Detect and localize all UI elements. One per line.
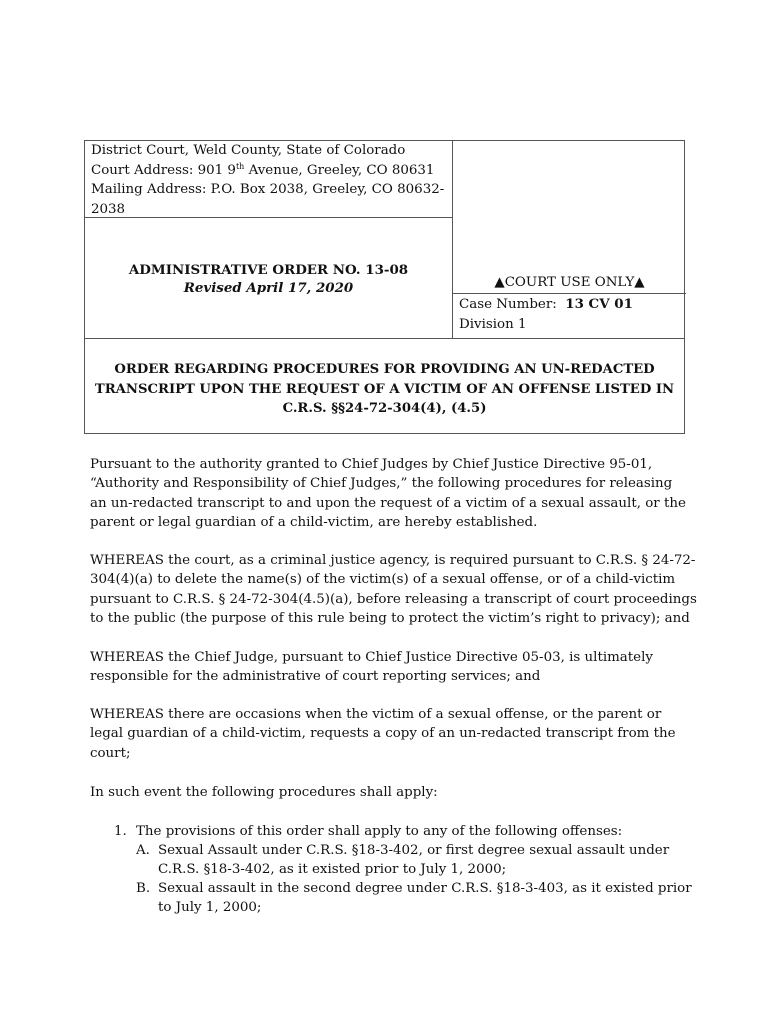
court-address: Court Address: 901 9th Avenue, Greeley, CO 80631	[91, 161, 435, 178]
list-item-1: The provisions of this order shall apply to any of the following offenses:	[136, 824, 623, 839]
revised-date: Revised April 17, 2020	[183, 280, 354, 296]
court-use-only: ▲COURT USE ONLY▲	[494, 275, 645, 290]
list-marker-a: A.	[136, 843, 150, 858]
court-info	[91, 141, 447, 219]
order-title: ORDER REGARDING PROCEDURES FOR PROVIDING AN UN-REDACTED TRANSCRIPT UPON THE REQUEST OF A VICTIM OF AN OFFENSE LISTED IN C.R.S. §§24-72-304(4), (4.5)	[94, 362, 675, 416]
court-name: District Court, Weld County, State of Colorado	[91, 143, 406, 158]
list-item-b: Sexual assault in the second degree under C.R.S. §18-3-403, as it existed prior to July 1, 2000;	[158, 881, 692, 916]
list-marker-b: B.	[136, 881, 151, 896]
mailing-address-cont: 2038	[91, 201, 126, 217]
paragraph-authority: Pursuant to the authority granted to Chief Judges by Chief Justice Directive 95-01, “Authority and Responsibility of Chief Judges,” the following procedures for releasing an un-redacted transcript to and upon the request of a victim of a sexual assault, or the parent or legal guardian of a child-victim, are hereby established.	[90, 457, 686, 531]
caption-table	[84, 140, 685, 434]
paragraph-procedures-intro: In such event the following procedures shall apply:	[90, 785, 438, 800]
list-item-a: Sexual Assault under C.R.S. §18-3-402, or first degree sexual assault under C.R.S. §18-3-402, as it existed prior to July 1, 2000;	[158, 843, 670, 878]
list-marker-1: 1.	[114, 824, 127, 839]
paragraph-whereas-1: WHEREAS the court, as a criminal justice agency, is required pursuant to C.R.S. § 24-72- 304(4)(a) to delete the name(s) of the victim(s) of a sexual offense, or of a child-victim pursuant to C.R.S. § 24-72-304(4.5)(a), before releasing a transcript of court proceedings to the public (the purpose of this rule being to protect the victim’s right to privacy); and	[90, 553, 697, 627]
case-info	[459, 294, 633, 335]
paragraph-whereas-3: WHEREAS there are occasions when the victim of a sexual offense, or the parent or legal guardian of a child-victim, requests a copy of an un-redacted transcript from the court;	[90, 707, 676, 761]
caption-divider	[452, 141, 453, 338]
caption-divider	[85, 338, 684, 339]
paragraph-whereas-2: WHEREAS the Chief Judge, pursuant to Chief Justice Directive 05-03, is ultimately responsible for the administrative of court reporting services; and	[90, 650, 653, 685]
admin-order-block	[85, 261, 452, 297]
case-number: Case Number: 13 CV 01	[459, 296, 633, 312]
admin-order-number: ADMINISTRATIVE ORDER NO. 13-08	[128, 262, 409, 278]
mailing-address: Mailing Address: P.O. Box 2038, Greeley, CO 80632-	[91, 182, 445, 197]
division: Division 1	[459, 317, 527, 332]
